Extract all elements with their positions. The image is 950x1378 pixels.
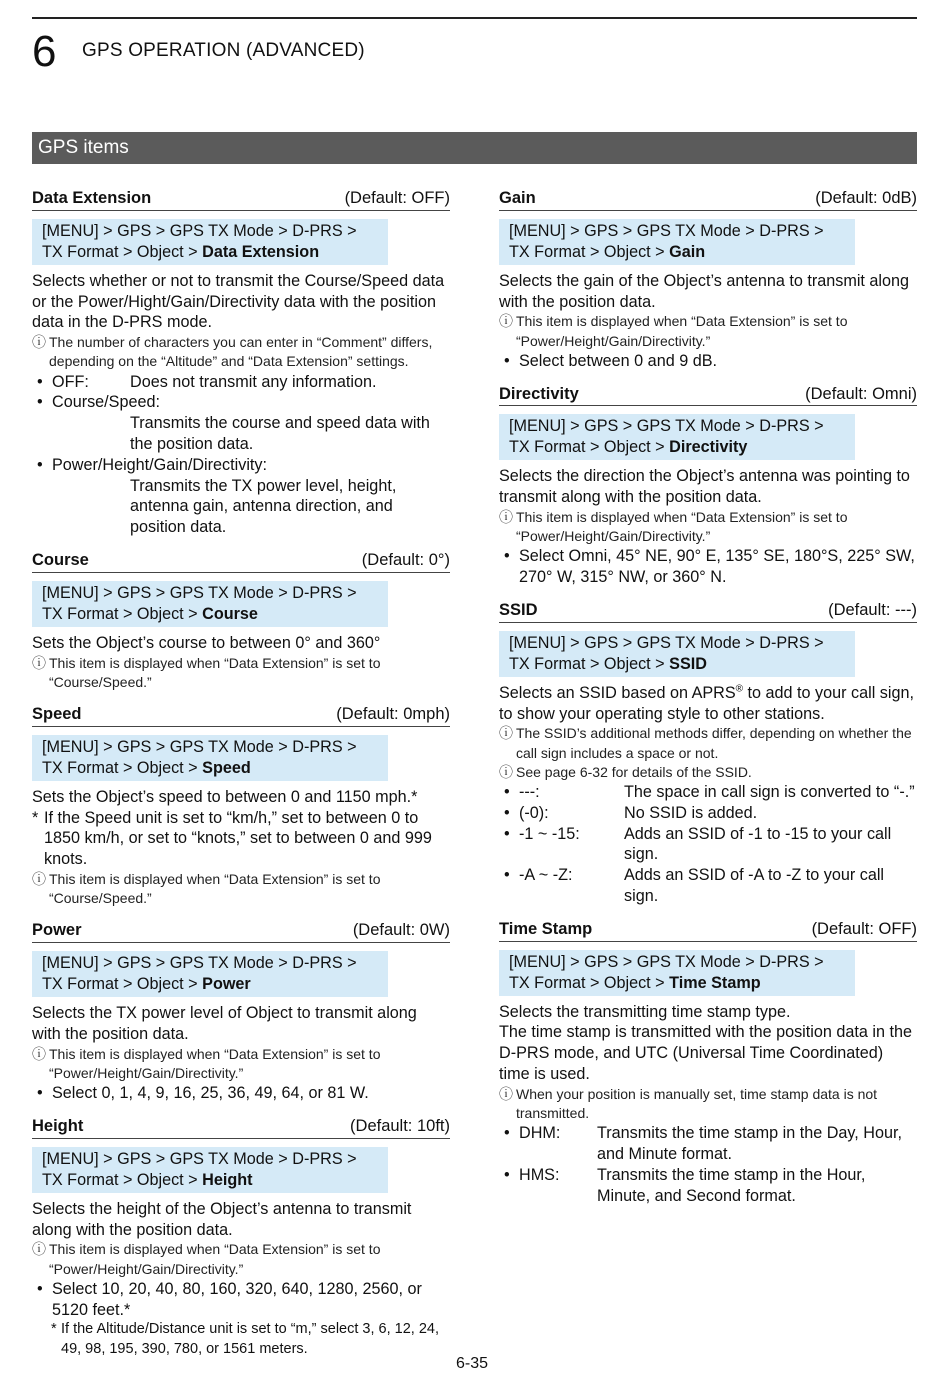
description: Selects the height of the Object’s antenna to transmit along with the position data. [32, 1199, 412, 1239]
default-value: (Default: OFF) [344, 189, 450, 207]
section-data-extension [32, 188, 450, 538]
menu-path-box [32, 219, 388, 265]
note [32, 654, 450, 692]
note-text: This item is displayed when “Data Extension” is set to “Power/Height/Gain/Directivity.” [516, 508, 848, 545]
asterisk-mark: * [32, 808, 39, 827]
bullet-dot: • [37, 1279, 43, 1298]
menu-path-line2: TX Format > Object > [509, 438, 670, 457]
note-text: This item is displayed when “Data Extension” is set to “Power/Height/Gain/Directivity.” [49, 1241, 381, 1277]
menu-item: SSID [669, 654, 707, 673]
option-course-speed [32, 392, 450, 413]
page-number: 6-35 [456, 1355, 489, 1372]
menu-path-line1: [MENU] > GPS > GPS TX Mode > D-PRS > [509, 221, 824, 240]
note [499, 1085, 917, 1123]
option-term: Course/Speed: [52, 393, 160, 412]
option-desc: Select 10, 20, 40, 80, 160, 320, 640, 1280, 2560, or 5120 feet.* [52, 1279, 422, 1319]
option-term: HMS: [519, 1165, 560, 1184]
bullet-dot: • [37, 393, 43, 412]
footnote [32, 1320, 450, 1359]
bullet-dot: • [504, 803, 510, 822]
section-header [499, 919, 917, 942]
option-desc: The space in call sign is converted to “-.” [624, 782, 915, 801]
registered-mark: ® [735, 683, 744, 695]
bullet-dot: • [504, 824, 510, 843]
section-header [499, 600, 917, 623]
section-title: Power [32, 921, 82, 940]
option-bullet [32, 1279, 450, 1321]
info-icon: ⓘ [32, 334, 46, 351]
menu-path-box [32, 1147, 388, 1193]
bullet-dot: • [504, 351, 510, 370]
section-header [32, 550, 450, 573]
option-desc: Select 0, 1, 4, 9, 16, 25, 36, 49, 64, or 81 W. [52, 1084, 369, 1103]
menu-path-line1: [MENU] > GPS > GPS TX Mode > D-PRS > [42, 1149, 357, 1168]
bullet-dot: • [504, 547, 510, 566]
footnote [32, 808, 450, 870]
menu-path-line1: [MENU] > GPS > GPS TX Mode > D-PRS > [509, 952, 824, 971]
description-part: to add to your call sign, to show your operating style to other stations. [499, 683, 914, 723]
bullet-dot: • [37, 455, 43, 474]
option-desc: Transmits the TX power level, height, antenna gain, antenna direction, and position data. [130, 476, 397, 537]
note [499, 312, 917, 350]
footnote-text: If the Altitude/Distance unit is set to “m,” select 3, 6, 12, 24, 49, 98, 195, 390, 780, or 1561 meters. [61, 1321, 439, 1357]
note-text: The SSID’s additional methods differ, depending on whether the call sign includes a space or not. [516, 725, 912, 761]
info-icon: ⓘ [32, 654, 46, 671]
option-bullet [499, 351, 917, 372]
menu-path-line1: [MENU] > GPS > GPS TX Mode > D-PRS > [42, 221, 357, 240]
default-value: (Default: ---) [828, 600, 917, 619]
menu-path-box [499, 219, 855, 265]
footnote-text: If the Speed unit is set to “km/h,” set to between 0 to 1850 km/h, or set to “knots,” set to between 0 and 999 knots. [44, 808, 432, 869]
menu-path-line2: TX Format > Object > [42, 758, 203, 777]
description [499, 683, 917, 725]
menu-path-line1: [MENU] > GPS > GPS TX Mode > D-PRS > [509, 633, 824, 652]
info-icon: ⓘ [32, 870, 46, 887]
menu-path-box [32, 581, 388, 627]
menu-path-line2: TX Format > Object > [42, 1170, 203, 1189]
section-header [32, 1116, 450, 1139]
option-term: -1 ~ -15: [519, 824, 580, 843]
section-title: Directivity [499, 384, 579, 403]
option-term: -A ~ -Z: [519, 866, 573, 885]
info-icon: ⓘ [499, 763, 513, 780]
description: Sets the Object’s speed to between 0 and 1150 mph.* [32, 787, 418, 806]
option-desc: Transmits the time stamp in the Hour, Minute, and Second format. [597, 1165, 866, 1205]
menu-path-box [32, 735, 388, 781]
option-row [499, 824, 917, 866]
menu-path-line2: TX Format > Object > [42, 604, 203, 623]
menu-item: Time Stamp [669, 973, 761, 992]
info-icon: ⓘ [499, 1085, 513, 1102]
option-desc: Does not transmit any information. [130, 372, 377, 391]
option-term: ---: [519, 782, 540, 801]
menu-item: Directivity [669, 438, 748, 457]
section-title: Speed [32, 704, 82, 723]
info-icon: ⓘ [499, 725, 513, 742]
menu-item: Power [202, 975, 251, 994]
menu-path-line2: TX Format > Object > [42, 242, 203, 261]
section-band-title: GPS items [32, 132, 917, 164]
chapter-title: GPS OPERATION (ADVANCED) [82, 40, 365, 61]
menu-item: Height [202, 1170, 253, 1189]
note-text: This item is displayed when “Data Extension” is set to “Course/Speed.” [49, 870, 381, 907]
option-desc: Transmits the time stamp in the Day, Hour, and Minute format. [597, 1124, 902, 1163]
menu-item: Data Extension [202, 242, 320, 261]
section-height [32, 1116, 450, 1359]
section-ssid [499, 600, 917, 907]
default-value: (Default: 0°) [361, 550, 450, 569]
default-value: (Default: 0mph) [336, 704, 450, 723]
section-header [32, 704, 450, 727]
info-icon: ⓘ [499, 508, 513, 525]
description: Sets the Object’s course to between 0° and 360° [32, 633, 381, 652]
bullet-dot: • [504, 1124, 510, 1143]
note-text: This item is displayed when “Data Extension” is set to “Power/Height/Gain/Directivity.” [49, 1045, 381, 1081]
section-header [499, 384, 917, 407]
bullet-dot: • [37, 372, 43, 391]
section-gain [499, 188, 917, 372]
header-rule [32, 17, 917, 19]
default-value: (Default: 0W) [352, 921, 450, 940]
info-icon: ⓘ [32, 1241, 46, 1258]
bullet-dot: • [504, 866, 510, 885]
option-row [499, 782, 917, 803]
option-row [499, 865, 917, 907]
note [32, 1045, 450, 1083]
chapter-number: 6 [32, 27, 57, 76]
option-bullet [499, 546, 917, 588]
description: Selects the gain of the Object’s antenna to transmit along with the position data. [499, 271, 910, 311]
description: Selects the direction the Object’s antenna was pointing to transmit along with the position data. [499, 467, 910, 507]
note [32, 333, 450, 371]
default-value: (Default: 0dB) [815, 189, 917, 207]
section-directivity [499, 384, 917, 588]
default-value: (Default: Omni) [805, 384, 917, 403]
note [32, 1240, 450, 1278]
option-desc: No SSID is added. [624, 803, 758, 822]
option-term: DHM: [519, 1124, 561, 1143]
menu-path-box [499, 631, 855, 677]
menu-path-line2: TX Format > Object > [42, 975, 203, 994]
menu-path-line1: [MENU] > GPS > GPS TX Mode > D-PRS > [42, 737, 357, 756]
description: The time stamp is transmitted with the position data in the D-PRS mode, and UTC (Universal Time Coordinated) time is used. [499, 1023, 912, 1083]
option-row [499, 803, 917, 824]
note [499, 508, 917, 546]
default-value: (Default: 10ft) [350, 1116, 450, 1135]
description: Selects whether or not to transmit the Course/Speed data or the Power/Hight/Gain/Directivity data with the position data in the D-PRS mode. [32, 271, 445, 332]
menu-path-line2: TX Format > Object > [509, 654, 670, 673]
menu-item: Gain [669, 242, 706, 261]
menu-path-line1: [MENU] > GPS > GPS TX Mode > D-PRS > [42, 954, 357, 973]
option-term: Power/Height/Gain/Directivity: [52, 455, 268, 474]
section-title: Data Extension [32, 189, 152, 207]
note-text: The number of characters you can enter in “Comment” differs, depending on the “Altitude” and “Data Extension” settings. [49, 334, 433, 370]
note-text: This item is displayed when “Data Extension” is set to “Course/Speed.” [49, 654, 381, 690]
option-term: (-0): [519, 803, 549, 822]
section-title: Gain [499, 189, 536, 207]
bullet-dot: • [504, 1165, 510, 1184]
section-title: SSID [499, 600, 538, 619]
note [499, 763, 917, 782]
menu-path-line2: TX Format > Object > [509, 242, 670, 261]
section-title: Time Stamp [499, 919, 593, 938]
menu-path-line2: TX Format > Object > [509, 973, 670, 992]
section-power [32, 920, 450, 1104]
menu-path-line1: [MENU] > GPS > GPS TX Mode > D-PRS > [42, 583, 357, 602]
section-header [32, 920, 450, 943]
option-row [499, 1165, 917, 1207]
option-desc: Select Omni, 45° NE, 90° E, 135° SE, 180°S, 225° SW, 270° W, 315° NW, or 360° N. [519, 547, 915, 587]
section-title: Course [32, 550, 89, 569]
note-text: This item is displayed when “Data Extension” is set to “Power/Height/Gain/Directivity.” [516, 313, 848, 349]
note-text: When your position is manually set, time stamp data is not transmitted. [516, 1085, 878, 1121]
menu-path-box [499, 414, 855, 460]
option-desc: Adds an SSID of -1 to -15 to your call sign. [624, 824, 892, 864]
default-value: (Default: OFF) [811, 919, 917, 938]
option-off [32, 372, 450, 393]
info-icon: ⓘ [32, 1045, 46, 1062]
section-title: Height [32, 1116, 84, 1135]
left-column [32, 188, 450, 1371]
description: Selects the transmitting time stamp type. [499, 1002, 791, 1021]
option-desc: Adds an SSID of -A to -Z to your call sign. [624, 866, 885, 905]
option-term: OFF: [52, 372, 89, 391]
section-time-stamp [499, 919, 917, 1207]
menu-item: Course [202, 604, 258, 623]
menu-path-box [499, 950, 855, 996]
note-text: See page 6-32 for details of the SSID. [516, 763, 752, 780]
note [499, 724, 917, 762]
option-phgd [32, 455, 450, 476]
menu-path-line1: [MENU] > GPS > GPS TX Mode > D-PRS > [509, 417, 824, 436]
note [32, 870, 450, 908]
info-icon: ⓘ [499, 313, 513, 330]
menu-path-box [32, 951, 388, 997]
description-part: Selects an SSID based on APRS [499, 683, 736, 702]
section-header [499, 188, 917, 211]
option-bullet [32, 1083, 450, 1104]
option-desc: Transmits the course and speed data with the position data. [130, 414, 430, 453]
section-header [32, 188, 450, 211]
option-desc: Select between 0 and 9 dB. [519, 351, 717, 370]
description: Selects the TX power level of Object to transmit along with the position data. [32, 1004, 417, 1043]
option-row [499, 1123, 917, 1165]
section-speed [32, 704, 450, 908]
asterisk-mark: * [51, 1321, 57, 1338]
section-course [32, 550, 450, 692]
right-column [499, 188, 917, 1218]
menu-item: Speed [202, 758, 251, 777]
bullet-dot: • [37, 1084, 43, 1103]
bullet-dot: • [504, 782, 510, 801]
